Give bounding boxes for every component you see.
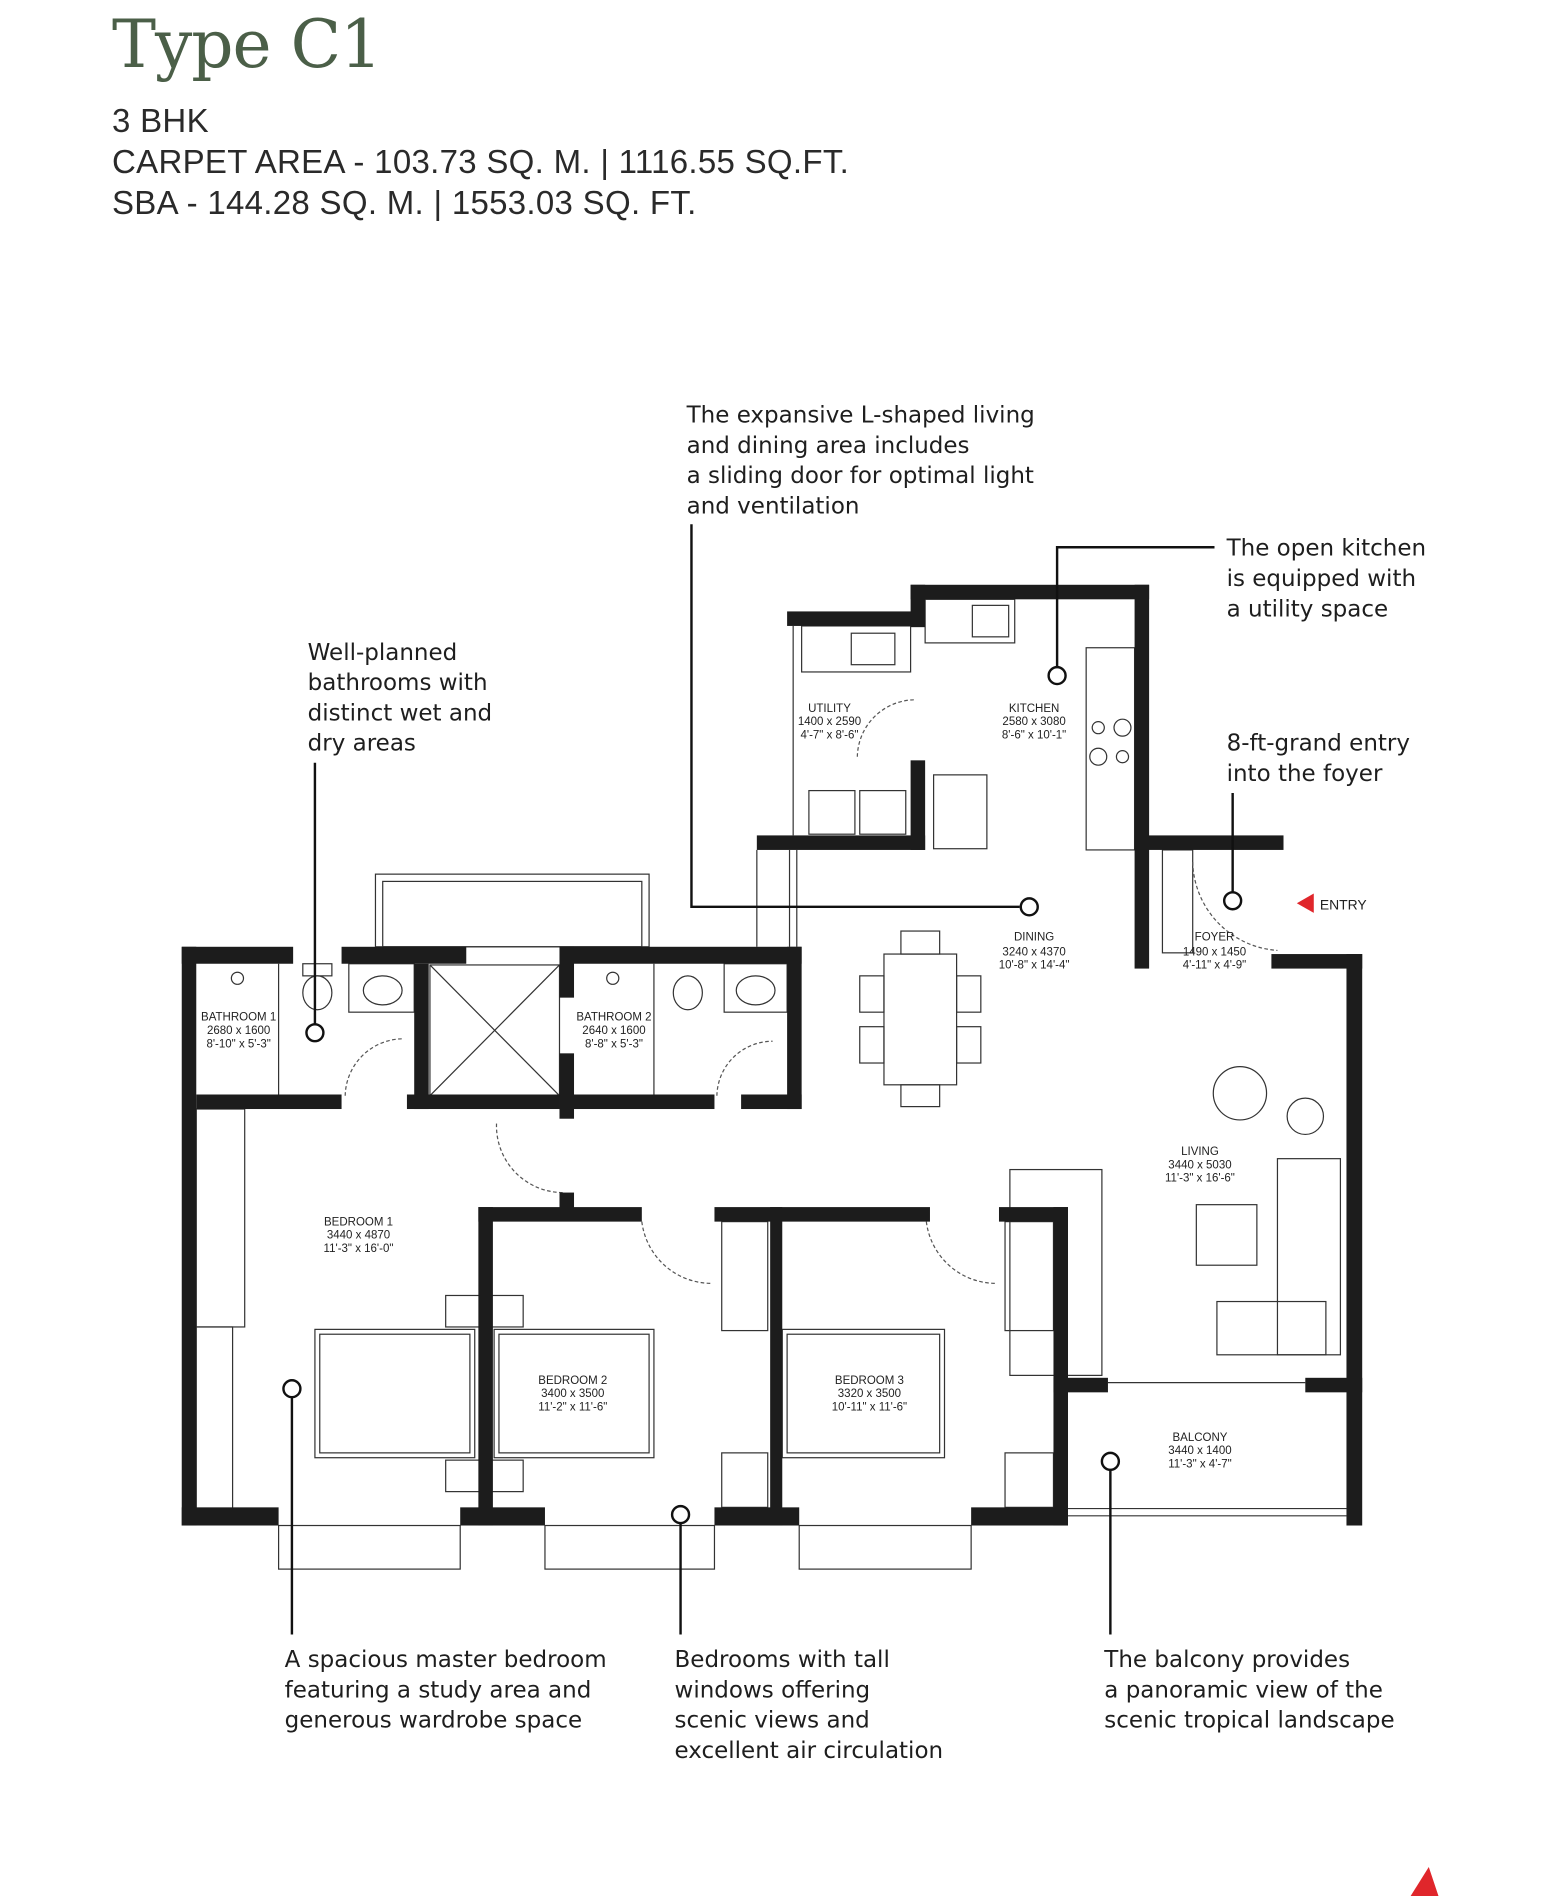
svg-text:11'-3" x 16'-0": 11'-3" x 16'-0" [323,1242,394,1255]
svg-text:11'-3" x 4'-7": 11'-3" x 4'-7" [1168,1458,1232,1471]
svg-text:featuring a study area and: featuring a study area and [284,1677,592,1704]
entry-marker [1297,894,1367,913]
svg-text:3240 x 4370: 3240 x 4370 [1002,946,1066,959]
svg-text:8'-8" x 5'-3": 8'-8" x 5'-3" [584,1038,643,1051]
svg-text:is equipped with: is equipped with [1226,565,1417,592]
svg-text:a panoramic view of the: a panoramic view of the [1104,1677,1383,1704]
svg-text:BEDROOM 2: BEDROOM 2 [538,1374,608,1387]
svg-text:1490 x 1450: 1490 x 1450 [1182,946,1247,959]
svg-text:into the foyer: into the foyer [1226,760,1383,787]
svg-text:Bedrooms with tall: Bedrooms with tall [674,1647,890,1674]
svg-text:The expansive L-shaped living: The expansive L-shaped living [686,402,1035,429]
svg-text:10'-8" x 14'-4": 10'-8" x 14'-4" [998,959,1070,972]
room-label-dining [999,932,1070,972]
callout-entry [1224,730,1411,913]
svg-text:BEDROOM 3: BEDROOM 3 [834,1374,904,1387]
svg-text:2680 x 1600: 2680 x 1600 [206,1024,271,1037]
svg-text:FOYER: FOYER [1194,931,1235,944]
svg-text:2640 x 1600: 2640 x 1600 [582,1024,646,1037]
svg-text:2580 x 3080: 2580 x 3080 [1002,716,1066,729]
svg-text:DINING: DINING [1013,931,1055,944]
svg-text:BEDROOM 1: BEDROOM 1 [324,1216,394,1229]
svg-text:The open kitchen: The open kitchen [1226,535,1427,562]
callout-bathrooms [306,640,492,1041]
svg-text:11'-2" x 11'-6": 11'-2" x 11'-6" [538,1401,608,1414]
svg-text:4'-7" x 8'-6": 4'-7" x 8'-6" [800,729,859,742]
svg-text:scenic views and: scenic views and [674,1707,870,1734]
room-label-bedroom-1 [324,1216,394,1255]
svg-text:LIVING: LIVING [1181,1146,1219,1159]
svg-text:and dining area includes: and dining area includes [686,432,970,459]
svg-text:BATHROOM 2: BATHROOM 2 [576,1011,652,1024]
svg-text:10'-11" x 11'-6": 10'-11" x 11'-6" [831,1401,908,1414]
svg-text:4'-11" x 4'-9": 4'-11" x 4'-9" [1182,959,1247,972]
room-label-balcony [1168,1432,1231,1471]
room-label-bedroom-3 [832,1375,907,1414]
svg-text:scenic tropical landscape: scenic tropical landscape [1104,1707,1395,1734]
svg-text:11'-3" x 16'-6": 11'-3" x 16'-6" [1165,1172,1235,1185]
unit-config: 3 BHK [112,102,209,139]
svg-text:windows offering: windows offering [674,1677,871,1704]
svg-text:The balcony provides: The balcony provides [1104,1647,1351,1674]
svg-text:distinct wet and: distinct wet and [307,700,493,727]
svg-text:a sliding door for optimal lig: a sliding door for optimal light [686,463,1034,490]
svg-text:8'-6" x 10'-1": 8'-6" x 10'-1" [1001,729,1067,742]
room-label-utility [798,703,861,742]
svg-text:and ventilation: and ventilation [686,493,860,520]
svg-text:3440 x 1400: 3440 x 1400 [1168,1445,1232,1458]
sba-area: SBA - 144.28 SQ. M. | 1553.03 SQ. FT. [112,184,697,221]
room-label-kitchen [1002,703,1066,742]
svg-text:excellent air circulation: excellent air circulation [674,1737,944,1764]
svg-text:8'-10" x 5'-3": 8'-10" x 5'-3" [206,1038,271,1051]
svg-text:1400 x 2590: 1400 x 2590 [797,716,862,729]
svg-text:ENTRY: ENTRY [1319,896,1367,913]
svg-text:UTILITY: UTILITY [808,702,851,715]
room-label-bathroom-2 [576,1012,651,1051]
room-label-bathroom-1 [201,1012,276,1051]
svg-text:bathrooms with: bathrooms with [307,670,488,697]
svg-text:3320 x 3500: 3320 x 3500 [837,1388,902,1401]
svg-text:dry areas: dry areas [307,730,416,757]
svg-text:3440 x 5030: 3440 x 5030 [1168,1159,1232,1172]
svg-text:3440 x 4870: 3440 x 4870 [326,1229,391,1242]
callout-master-bedroom [283,1380,606,1733]
entry-arrow-icon [1297,894,1314,913]
svg-text:3400 x 3500: 3400 x 3500 [541,1388,605,1401]
callout-bedrooms [672,1506,943,1764]
room-label-bedroom-2 [538,1375,607,1414]
room-label-living [1165,1146,1235,1185]
carpet-area: CARPET AREA - 103.73 SQ. M. | 1116.55 SQ.FT. [112,143,850,180]
svg-text:a utility space: a utility space [1226,596,1389,623]
brand-mark-icon [1411,1867,1439,1896]
svg-text:generous wardrobe space: generous wardrobe space [284,1707,583,1734]
callout-kitchen [1049,536,1426,684]
svg-text:8-ft-grand entry: 8-ft-grand entry [1226,730,1411,757]
svg-text:BALCONY: BALCONY [1172,1431,1228,1444]
svg-text:BATHROOM 1: BATHROOM 1 [201,1011,277,1024]
plan-title: Type C1 [112,6,382,83]
svg-text:KITCHEN: KITCHEN [1008,702,1060,715]
svg-text:A spacious master bedroom: A spacious master bedroom [284,1647,607,1674]
svg-text:Well-planned: Well-planned [307,639,458,666]
